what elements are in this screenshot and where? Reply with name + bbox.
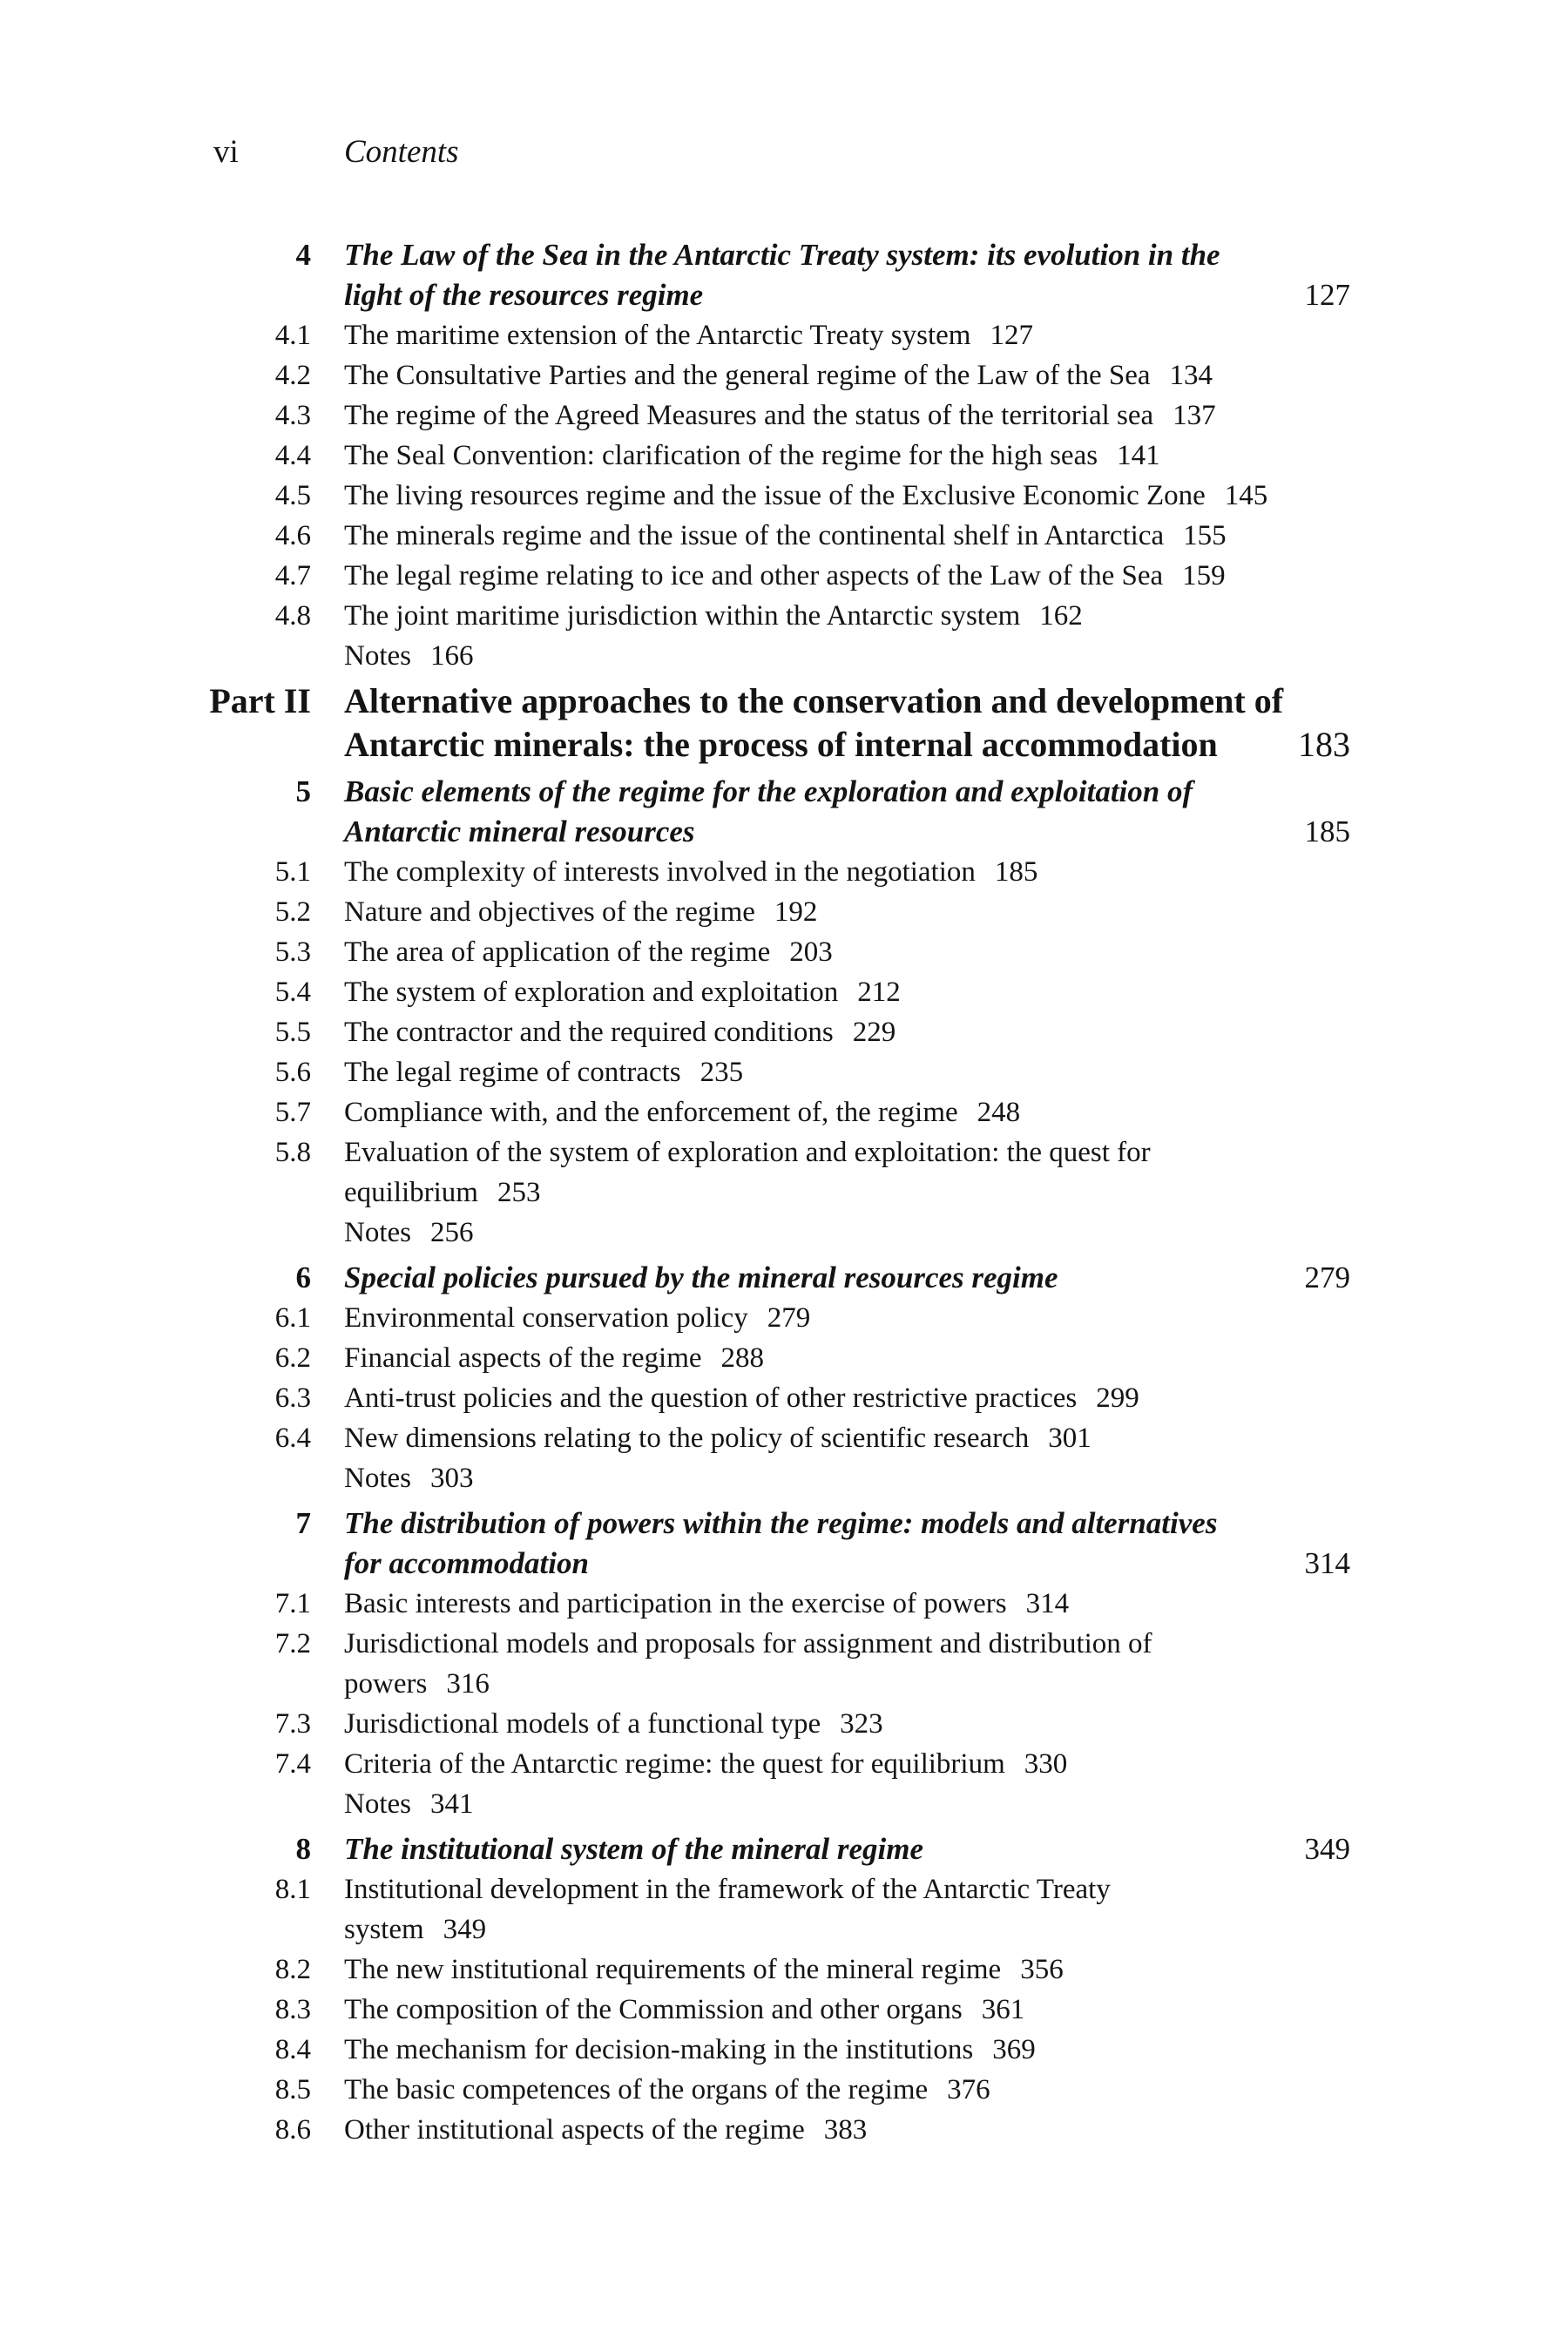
section-title: The minerals regime and the issue of the continental shelf in Antarctica <box>344 520 1165 551</box>
section-page: 235 <box>700 1057 744 1088</box>
section-title: The composition of the Commission and other organs <box>344 1994 963 2025</box>
section-number: 7.4 <box>274 1748 311 1780</box>
section-number: 8.3 <box>274 1994 311 2025</box>
notes-page: 256 <box>430 1217 474 1248</box>
section-title: Anti-trust policies and the question of other restrictive practices <box>344 1382 1078 1414</box>
section-page: 323 <box>840 1708 883 1740</box>
chapter-page: 185 <box>1304 814 1350 848</box>
section-page: 349 <box>443 1914 487 1945</box>
section-number: 6.3 <box>274 1382 311 1414</box>
running-head-title: Contents <box>344 134 459 170</box>
section-page: 369 <box>992 2034 1036 2065</box>
section-page: 185 <box>994 856 1038 888</box>
section-title: The system of exploration and exploitation <box>344 977 839 1008</box>
section-title: The Consultative Parties and the general regime of the Law of the Sea <box>344 360 1151 391</box>
notes-page: 341 <box>430 1788 474 1820</box>
section-page: 155 <box>1183 520 1227 551</box>
section-number: 6.4 <box>274 1423 311 1454</box>
section-page: 316 <box>446 1668 490 1700</box>
section-number: 5.2 <box>274 896 311 928</box>
chapter-title: Basic elements of the regime for the exploration and exploitation of <box>344 774 1193 808</box>
chapter-page: 349 <box>1304 1832 1350 1866</box>
section-title: The new institutional requirements of the mineral regime <box>344 1954 1002 1985</box>
section-number: 5.5 <box>274 1017 311 1048</box>
section-page: 162 <box>1039 600 1083 632</box>
section-number: 8.5 <box>274 2074 311 2105</box>
section-title: Basic interests and participation in the exercise of powers <box>344 1588 1007 1619</box>
chapter-title-cont: light of the resources regime <box>344 278 704 312</box>
section-title: The legal regime of contracts <box>344 1057 681 1088</box>
section-title: Nature and objectives of the regime <box>344 896 755 928</box>
section-title: New dimensions relating to the policy of scientific research <box>344 1423 1030 1454</box>
section-title: The complexity of interests involved in the negotiation <box>344 856 976 888</box>
section-page: 253 <box>497 1177 541 1208</box>
section-page: 383 <box>823 2114 868 2146</box>
section-title-cont: powers <box>344 1668 428 1700</box>
section-title: The maritime extension of the Antarctic Treaty system <box>344 320 971 351</box>
section-page: 159 <box>1182 560 1226 591</box>
page-number: vi <box>213 134 239 170</box>
section-page: 229 <box>852 1017 896 1048</box>
section-page: 134 <box>1169 360 1213 391</box>
section-title-cont: system <box>344 1914 424 1945</box>
chapter-title: The institutional system of the mineral regime <box>344 1832 924 1866</box>
notes-label: Notes <box>344 1217 411 1248</box>
section-number: 4.6 <box>274 520 311 551</box>
chapter-number: 7 <box>295 1506 311 1540</box>
section-page: 145 <box>1224 480 1268 511</box>
section-title: The regime of the Agreed Measures and the status of the territorial sea <box>344 400 1154 431</box>
section-number: 8.1 <box>274 1874 311 1905</box>
section-number: 7.2 <box>274 1628 311 1659</box>
section-title: The living resources regime and the issue of the Exclusive Economic Zone <box>344 480 1206 511</box>
chapter-number: 4 <box>295 238 311 272</box>
section-number: 4.2 <box>274 360 311 391</box>
section-title: Environmental conservation policy <box>344 1302 748 1334</box>
section-number: 5.8 <box>274 1137 311 1168</box>
section-number: 5.4 <box>274 977 311 1008</box>
section-title: Institutional development in the framework of the Antarctic Treaty <box>344 1874 1111 1905</box>
section-title: Jurisdictional models and proposals for assignment and distribution of <box>344 1628 1152 1659</box>
section-page: 203 <box>789 936 833 968</box>
part-title: Alternative approaches to the conservation and development of <box>344 681 1284 720</box>
section-title: The legal regime relating to ice and other aspects of the Law of the Sea <box>344 560 1164 591</box>
section-number: 5.7 <box>274 1097 311 1128</box>
section-number: 6.2 <box>274 1342 311 1374</box>
section-title: Criteria of the Antarctic regime: the quest for equilibrium <box>344 1748 1005 1780</box>
notes-page: 166 <box>430 640 474 672</box>
chapter-number: 5 <box>295 774 311 808</box>
chapter-title-cont: Antarctic mineral resources <box>344 814 695 848</box>
chapter-title: The distribution of powers within the regime: models and alternatives <box>344 1506 1218 1540</box>
chapter-title: Special policies pursued by the mineral resources regime <box>344 1260 1058 1294</box>
section-number: 4.3 <box>274 400 311 431</box>
chapter-page: 279 <box>1304 1260 1350 1294</box>
section-page: 248 <box>977 1097 1021 1128</box>
section-number: 4.5 <box>274 480 311 511</box>
chapter-page: 127 <box>1304 278 1350 312</box>
section-number: 4.4 <box>274 440 311 471</box>
chapter-title: The Law of the Sea in the Antarctic Treaty system: its evolution in the <box>344 238 1220 272</box>
section-number: 7.1 <box>274 1588 311 1619</box>
section-page: 212 <box>857 977 901 1008</box>
notes-label: Notes <box>344 1463 411 1494</box>
section-number: 6.1 <box>274 1302 311 1334</box>
section-page: 356 <box>1020 1954 1064 1985</box>
section-page: 299 <box>1096 1382 1139 1414</box>
section-page: 279 <box>767 1302 811 1334</box>
section-number: 4.8 <box>274 600 311 632</box>
chapter-title-cont: for accommodation <box>344 1546 589 1580</box>
section-title: Evaluation of the system of exploration and exploitation: the quest for <box>344 1137 1151 1168</box>
section-page: 288 <box>720 1342 765 1374</box>
section-title: The basic competences of the organs of the regime <box>344 2074 929 2105</box>
section-page: 137 <box>1173 400 1216 431</box>
section-title: Other institutional aspects of the regime <box>344 2114 805 2146</box>
section-page: 330 <box>1024 1748 1068 1780</box>
section-title: The joint maritime jurisdiction within the Antarctic system <box>344 600 1021 632</box>
section-number: 4.7 <box>274 560 311 591</box>
section-number: 8.4 <box>274 2034 311 2065</box>
part-label: Part II <box>209 681 311 720</box>
chapter-page: 314 <box>1304 1546 1350 1580</box>
chapter-number: 8 <box>295 1832 311 1866</box>
section-page: 376 <box>947 2074 990 2105</box>
notes-page: 303 <box>430 1463 474 1494</box>
section-title: Financial aspects of the regime <box>344 1342 702 1374</box>
part-title-cont: Antarctic minerals: the process of internal accommodation <box>344 725 1218 764</box>
section-number: 5.1 <box>274 856 311 888</box>
section-number: 7.3 <box>274 1708 311 1740</box>
section-number: 8.6 <box>274 2114 311 2146</box>
section-title: The contractor and the required conditions <box>344 1017 834 1048</box>
section-title: The area of application of the regime <box>344 936 771 968</box>
part-page: 183 <box>1298 725 1350 764</box>
section-number: 5.3 <box>274 936 311 968</box>
section-page: 192 <box>774 896 818 928</box>
section-number: 8.2 <box>274 1954 311 1985</box>
notes-label: Notes <box>344 640 411 672</box>
section-page: 127 <box>990 320 1033 351</box>
section-page: 301 <box>1048 1423 1092 1454</box>
section-number: 5.6 <box>274 1057 311 1088</box>
section-title: Jurisdictional models of a functional type <box>344 1708 821 1740</box>
section-page: 314 <box>1025 1588 1070 1619</box>
section-title: The Seal Convention: clarification of the regime for the high seas <box>344 440 1098 471</box>
section-number: 4.1 <box>274 320 311 351</box>
section-title: The mechanism for decision-making in the institutions <box>344 2034 974 2065</box>
section-title: Compliance with, and the enforcement of, the regime <box>344 1097 958 1128</box>
chapter-number: 6 <box>295 1260 311 1294</box>
section-page: 141 <box>1117 440 1160 471</box>
section-page: 361 <box>981 1994 1025 2025</box>
notes-label: Notes <box>344 1788 411 1820</box>
section-title-cont: equilibrium <box>344 1177 478 1208</box>
